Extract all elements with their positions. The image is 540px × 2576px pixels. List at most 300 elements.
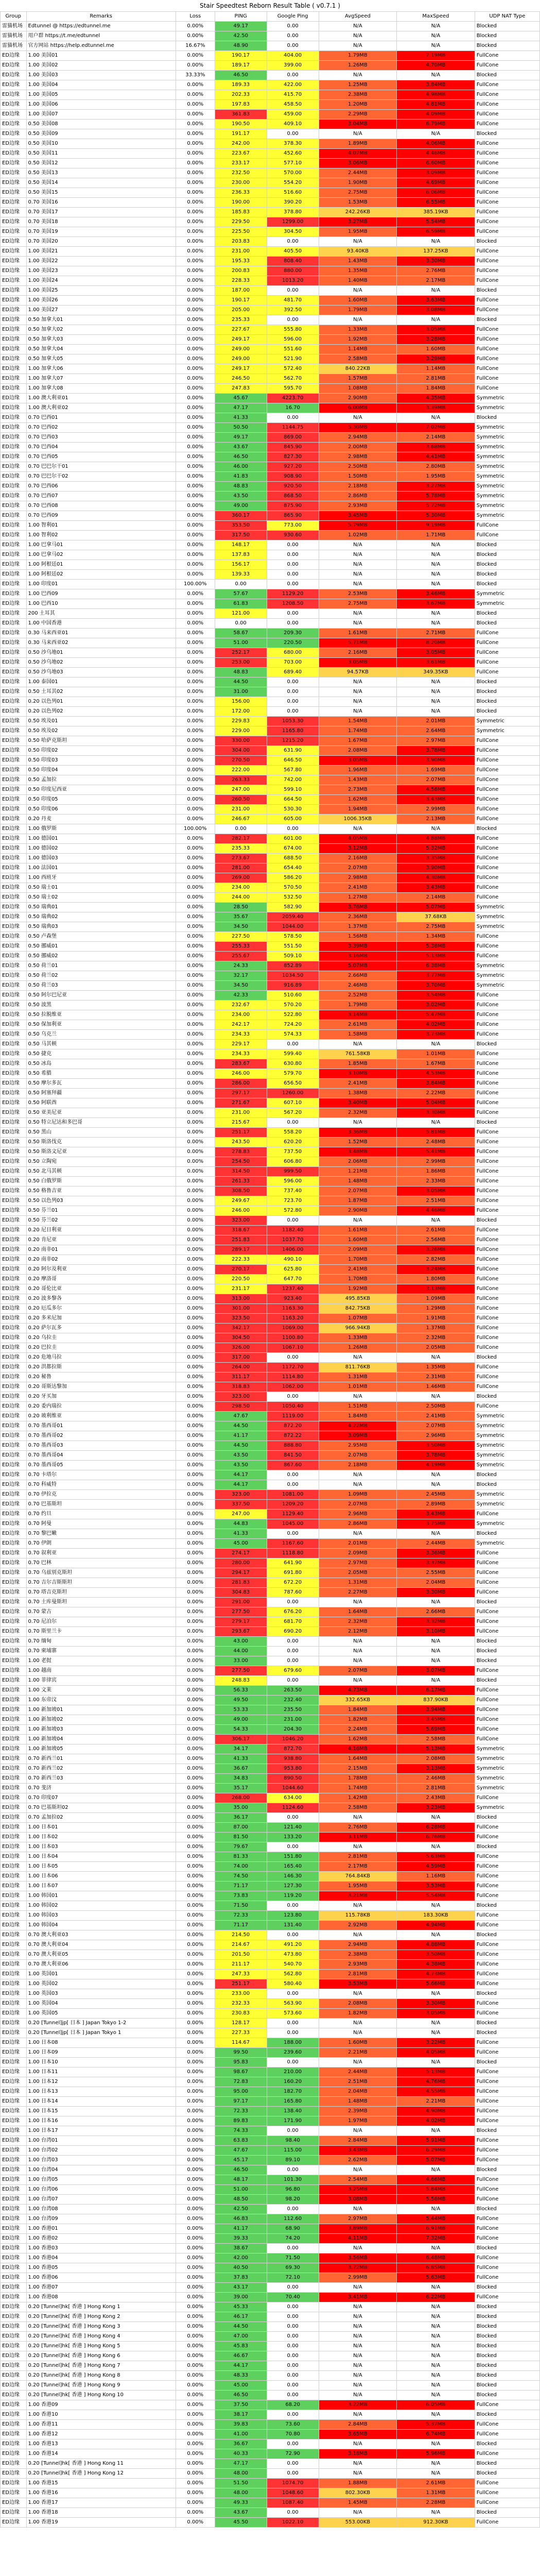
cell-max-speed: N/A: [397, 1353, 475, 1363]
cell-remarks: 0.70 巴西07: [26, 492, 176, 501]
cell-loss: 0.00%: [176, 492, 215, 501]
cell-remarks: 1.00 日本14: [26, 2097, 176, 2107]
table-row: [1, 51, 540, 61]
table-row: [1, 1930, 540, 1940]
cell-nat-type: FullCone: [475, 1823, 539, 1833]
cell-nat-type: Blocked: [475, 237, 539, 247]
cell-loss: 0.00%: [176, 2410, 215, 2420]
cell-nat-type: Blocked: [475, 1392, 539, 1402]
table-row: [1, 981, 540, 991]
cell-ping: 43.00: [215, 1637, 267, 1647]
cell-nat-type: FullCone: [475, 1235, 539, 1245]
cell-max-speed: 6.29MB: [397, 2146, 475, 2156]
cell-nat-type: Blocked: [475, 1647, 539, 1656]
cell-remarks: 0.70 巴西06: [26, 482, 176, 492]
cell-group: ED边缘: [1, 1598, 27, 1607]
table-row: [1, 1999, 540, 2009]
table-row: [1, 1382, 540, 1392]
cell-group: ED边缘: [1, 2332, 27, 2342]
table-row: [1, 2302, 540, 2312]
cell-nat-type: Blocked: [475, 824, 539, 834]
cell-loss: 0.00%: [176, 1206, 215, 1216]
cell-max-speed: 3.73MB: [397, 1030, 475, 1040]
table-row: [1, 501, 540, 511]
cell-max-speed: 4.35MB: [397, 394, 475, 403]
cell-max-speed: 3.13MB: [397, 1764, 475, 1774]
cell-avg-speed: N/A: [319, 2205, 397, 2214]
cell-ping: 34.50: [215, 981, 267, 991]
cell-google-ping: 676.20: [267, 1607, 319, 1617]
cell-google-ping: 2059.40: [267, 912, 319, 922]
table-row: [1, 2234, 540, 2244]
cell-group: ED边缘: [1, 1921, 27, 1930]
cell-avg-speed: 2.54MB: [319, 2175, 397, 2185]
cell-ping: 203.83: [215, 237, 267, 247]
cell-avg-speed: 1.20MB: [319, 100, 397, 110]
cell-google-ping: 390.20: [267, 198, 319, 208]
cell-group: ED边缘: [1, 129, 27, 139]
cell-max-speed: 3.84MB: [397, 80, 475, 90]
cell-google-ping: 0.00: [267, 1470, 319, 1480]
cell-remarks: 0.50 挪威02: [26, 952, 176, 961]
cell-ping: 227.67: [215, 325, 267, 335]
cell-group: ED边缘: [1, 2469, 27, 2479]
cell-max-speed: 7.19MB: [397, 51, 475, 61]
cell-loss: 0.00%: [176, 1167, 215, 1177]
table-row: [1, 638, 540, 648]
cell-ping: 249.00: [215, 345, 267, 354]
cell-nat-type: Symmetric: [475, 452, 539, 462]
cell-google-ping: 392.50: [267, 306, 319, 315]
cell-avg-speed: 1.54MB: [319, 717, 397, 726]
cell-nat-type: FullCone: [475, 805, 539, 815]
cell-nat-type: FullCone: [475, 1833, 539, 1842]
cell-nat-type: FullCone: [475, 1079, 539, 1089]
cell-loss: 0.00%: [176, 1059, 215, 1069]
table-row: [1, 2351, 540, 2361]
cell-nat-type: FullCone: [475, 306, 539, 315]
cell-nat-type: FullCone: [475, 834, 539, 844]
cell-ping: 246.00: [215, 1206, 267, 1216]
cell-remarks: 0.50 阿联酋: [26, 1098, 176, 1108]
table-row: [1, 266, 540, 276]
cell-nat-type: Blocked: [475, 2312, 539, 2322]
cell-loss: 0.00%: [176, 1314, 215, 1324]
cell-google-ping: 742.00: [267, 775, 319, 785]
cell-google-ping: 596.00: [267, 1177, 319, 1187]
cell-loss: 0.00%: [176, 707, 215, 717]
cell-avg-speed: 1.35MB: [319, 266, 397, 276]
cell-google-ping: 1037.70: [267, 1235, 319, 1245]
cell-remarks: 0.20 巴拉圭: [26, 1343, 176, 1353]
cell-remarks: 1.00 日本05: [26, 1862, 176, 1872]
cell-remarks: 0.50 马其顿: [26, 1040, 176, 1049]
cell-remarks: 1.00 阿根廷01: [26, 560, 176, 570]
cell-avg-speed: 2.32MB: [319, 1108, 397, 1118]
cell-remarks: 0.70 黎巴嫩: [26, 1529, 176, 1539]
cell-loss: 0.00%: [176, 1686, 215, 1696]
cell-ping: 156.00: [215, 697, 267, 707]
cell-ping: 244.00: [215, 893, 267, 903]
cell-max-speed: 4.88MB: [397, 834, 475, 844]
cell-max-speed: 3.90MB: [397, 863, 475, 873]
cell-remarks: 0.50 加拿大01: [26, 315, 176, 325]
cell-nat-type: FullCone: [475, 384, 539, 394]
table-row: [1, 1989, 540, 1999]
cell-remarks: 0.30 马来西亚01: [26, 629, 176, 638]
cell-google-ping: 558.20: [267, 1128, 319, 1138]
cell-nat-type: FullCone: [475, 1607, 539, 1617]
cell-google-ping: 0.00: [267, 2312, 319, 2322]
cell-max-speed: 2.07MB: [397, 1421, 475, 1431]
table-row: [1, 521, 540, 531]
cell-group: ED边缘: [1, 462, 27, 472]
cell-nat-type: FullCone: [475, 1196, 539, 1206]
cell-google-ping: 596.00: [267, 335, 319, 345]
cell-avg-speed: 2.94MB: [319, 1940, 397, 1950]
cell-remarks: 0.20 [Tunnel]hk[ 香港 ] Hong Kong 1: [26, 2302, 176, 2312]
cell-avg-speed: 2.99MB: [319, 2273, 397, 2283]
header-row: [1, 12, 540, 22]
cell-nat-type: Blocked: [475, 2342, 539, 2351]
cell-remarks: 0.50 斯洛伐克: [26, 1138, 176, 1147]
cell-ping: 49.17: [215, 433, 267, 443]
cell-loss: 0.00%: [176, 1588, 215, 1598]
cell-ping: 41.00: [215, 2430, 267, 2439]
cell-avg-speed: 2.08MB: [319, 746, 397, 756]
cell-group: ED边缘: [1, 492, 27, 501]
cell-group: ED边缘: [1, 1911, 27, 1921]
cell-max-speed: N/A: [397, 2439, 475, 2449]
cell-remarks: 1.00 香港19: [26, 2518, 176, 2528]
table-row: [1, 315, 540, 325]
cell-remarks: 1.00 香港08: [26, 2293, 176, 2302]
cell-loss: 0.00%: [176, 501, 215, 511]
cell-nat-type: FullCone: [475, 775, 539, 785]
cell-avg-speed: N/A: [319, 1392, 397, 1402]
cell-avg-speed: N/A: [319, 2351, 397, 2361]
table-row: [1, 1568, 540, 1578]
cell-max-speed: N/A: [397, 2244, 475, 2253]
cell-nat-type: Blocked: [475, 1637, 539, 1647]
cell-group: ED边缘: [1, 1833, 27, 1842]
cell-max-speed: N/A: [397, 413, 475, 423]
cell-nat-type: FullCone: [475, 1363, 539, 1372]
cell-loss: 0.00%: [176, 1901, 215, 1911]
cell-ping: 74.00: [215, 1862, 267, 1872]
cell-google-ping: 0.00: [267, 2391, 319, 2400]
table-row: [1, 1960, 540, 1970]
cell-avg-speed: 1.95MB: [319, 227, 397, 237]
cell-loss: 0.00%: [176, 1157, 215, 1167]
cell-group: ED边缘: [1, 1010, 27, 1020]
cell-google-ping: 646.50: [267, 756, 319, 766]
cell-google-ping: 210.00: [267, 2067, 319, 2077]
table-row: [1, 345, 540, 354]
cell-loss: 0.00%: [176, 306, 215, 315]
cell-ping: 47.17: [215, 403, 267, 413]
cell-nat-type: FullCone: [475, 1686, 539, 1696]
cell-ping: 317.00: [215, 1353, 267, 1363]
cell-remarks: 0.70 美国20: [26, 237, 176, 247]
table-row: [1, 873, 540, 883]
table-row: [1, 952, 540, 961]
cell-ping: 45.83: [215, 2342, 267, 2351]
cell-remarks: 0.70 巴西09: [26, 511, 176, 521]
cell-remarks: 1.00 老挝: [26, 1656, 176, 1666]
cell-nat-type: FullCone: [475, 1147, 539, 1157]
cell-loss: 0.00%: [176, 1705, 215, 1715]
cell-max-speed: 3.27MB: [397, 482, 475, 492]
cell-avg-speed: 1.40MB: [319, 276, 397, 286]
cell-nat-type: Blocked: [475, 2302, 539, 2312]
cell-google-ping: 0.00: [267, 2283, 319, 2293]
cell-ping: 42.00: [215, 2253, 267, 2263]
cell-google-ping: 160.20: [267, 2077, 319, 2087]
cell-remarks: 0.70 新西兰01: [26, 1754, 176, 1764]
cell-nat-type: Symmetric: [475, 1754, 539, 1764]
cell-max-speed: N/A: [397, 41, 475, 51]
cell-max-speed: 3.43MB: [397, 795, 475, 805]
cell-loss: 0.00%: [176, 2302, 215, 2312]
cell-group: ED边缘: [1, 315, 27, 325]
cell-avg-speed: 1.64MB: [319, 1754, 397, 1764]
cell-loss: 0.00%: [176, 629, 215, 638]
cell-group: 雷猫机场: [1, 41, 27, 51]
cell-google-ping: 703.00: [267, 658, 319, 668]
cell-nat-type: Blocked: [475, 2126, 539, 2136]
table-row: [1, 1402, 540, 1412]
cell-avg-speed: 2.09MB: [319, 1245, 397, 1255]
cell-group: ED边缘: [1, 149, 27, 159]
cell-max-speed: 4.66MB: [397, 2175, 475, 2185]
cell-avg-speed: 840.22KB: [319, 364, 397, 374]
table-row: [1, 863, 540, 873]
cell-max-speed: N/A: [397, 1930, 475, 1940]
cell-ping: 74.50: [215, 1872, 267, 1882]
cell-google-ping: 0.00: [267, 2019, 319, 2028]
cell-avg-speed: N/A: [319, 609, 397, 619]
cell-group: ED边缘: [1, 413, 27, 423]
cell-remarks: 0.50 希腊: [26, 1069, 176, 1079]
cell-nat-type: FullCone: [475, 1735, 539, 1744]
table-row: [1, 844, 540, 854]
cell-remarks: 0.50 瑞典02: [26, 912, 176, 922]
cell-group: ED边缘: [1, 824, 27, 834]
cell-max-speed: 3.23MB: [397, 1803, 475, 1813]
table-row: [1, 2293, 540, 2302]
cell-remarks: 0.50 荷兰01: [26, 961, 176, 971]
cell-avg-speed: 1.38MB: [319, 1089, 397, 1098]
cell-google-ping: 1165.80: [267, 726, 319, 736]
cell-ping: 185.83: [215, 208, 267, 217]
cell-max-speed: 2.71MB: [397, 629, 475, 638]
cell-remarks: 1.00 美国03: [26, 71, 176, 80]
cell-group: ED边缘: [1, 2234, 27, 2244]
table-row: [1, 1578, 540, 1588]
cell-remarks: 0.50 冰岛: [26, 1059, 176, 1069]
cell-ping: 337.50: [215, 1500, 267, 1510]
cell-max-speed: 4.05MB: [397, 2048, 475, 2058]
cell-loss: 0.00%: [176, 2351, 215, 2361]
cell-ping: 249.67: [215, 1196, 267, 1206]
cell-loss: 0.00%: [176, 120, 215, 129]
cell-avg-speed: N/A: [319, 31, 397, 41]
cell-ping: 289.17: [215, 1245, 267, 1255]
cell-remarks: 1.00 法国01: [26, 863, 176, 873]
cell-group: ED边缘: [1, 2205, 27, 2214]
cell-nat-type: FullCone: [475, 1852, 539, 1862]
cell-remarks: 1.00 巴西10: [26, 599, 176, 609]
cell-nat-type: FullCone: [475, 2273, 539, 2283]
cell-avg-speed: 2.12MB: [319, 1627, 397, 1637]
cell-google-ping: 664.50: [267, 795, 319, 805]
table-row: [1, 2087, 540, 2097]
cell-avg-speed: N/A: [319, 697, 397, 707]
cell-remarks: 0.50 芬兰01: [26, 1206, 176, 1216]
cell-avg-speed: N/A: [319, 619, 397, 629]
cell-nat-type: FullCone: [475, 1333, 539, 1343]
cell-loss: 0.00%: [176, 1275, 215, 1284]
cell-ping: 189.17: [215, 61, 267, 71]
table-row: [1, 1441, 540, 1451]
cell-avg-speed: 2.86MB: [319, 492, 397, 501]
cell-google-ping: 0.00: [267, 2332, 319, 2342]
table-row: [1, 1255, 540, 1265]
cell-group: ED边缘: [1, 354, 27, 364]
cell-ping: 301.00: [215, 1304, 267, 1314]
cell-max-speed: 3.78MB: [397, 746, 475, 756]
cell-max-speed: 5.38MB: [397, 942, 475, 952]
cell-nat-type: FullCone: [475, 883, 539, 893]
cell-loss: 0.00%: [176, 1001, 215, 1010]
table-row: [1, 354, 540, 364]
cell-max-speed: 3.43MB: [397, 883, 475, 893]
cell-ping: 57.67: [215, 589, 267, 599]
cell-avg-speed: N/A: [319, 2410, 397, 2420]
cell-loss: 0.00%: [176, 1412, 215, 1421]
cell-ping: 47.67: [215, 1412, 267, 1421]
table-row: [1, 2488, 540, 2498]
cell-max-speed: 4.02MB: [397, 2116, 475, 2126]
cell-google-ping: 1044.60: [267, 1784, 319, 1793]
cell-group: ED边缘: [1, 580, 27, 589]
table-row: [1, 677, 540, 687]
cell-avg-speed: N/A: [319, 1529, 397, 1539]
cell-remarks: 0.20 委内瑞拉: [26, 1402, 176, 1412]
cell-group: ED边缘: [1, 1901, 27, 1911]
cell-google-ping: 574.33: [267, 1030, 319, 1040]
cell-nat-type: FullCone: [475, 2156, 539, 2165]
cell-loss: 0.00%: [176, 658, 215, 668]
table-row: [1, 1030, 540, 1040]
cell-loss: 0.00%: [176, 854, 215, 863]
cell-avg-speed: N/A: [319, 824, 397, 834]
cell-group: ED边缘: [1, 2479, 27, 2488]
table-row: [1, 560, 540, 570]
cell-avg-speed: 1.26MB: [319, 1343, 397, 1353]
table-row: [1, 2009, 540, 2019]
cell-google-ping: 647.70: [267, 1275, 319, 1284]
table-row: [1, 1519, 540, 1529]
cell-ping: 61.83: [215, 599, 267, 609]
cell-google-ping: 865.90: [267, 511, 319, 521]
cell-nat-type: Blocked: [475, 286, 539, 296]
cell-group: ED边缘: [1, 1431, 27, 1441]
cell-loss: 0.00%: [176, 1666, 215, 1676]
cell-loss: 0.00%: [176, 2342, 215, 2351]
table-row: [1, 883, 540, 893]
table-row: [1, 1833, 540, 1842]
cell-group: ED边缘: [1, 345, 27, 354]
cell-nat-type: FullCone: [475, 1314, 539, 1324]
cell-remarks: 0.50 孟加拉: [26, 775, 176, 785]
cell-group: ED边缘: [1, 61, 27, 71]
cell-remarks: 0.50 印度02: [26, 746, 176, 756]
cell-ping: 247.00: [215, 785, 267, 795]
table-row: [1, 1177, 540, 1187]
cell-nat-type: FullCone: [475, 139, 539, 149]
cell-nat-type: FullCone: [475, 1950, 539, 1960]
cell-avg-speed: 5.30MB: [319, 423, 397, 433]
cell-group: ED边缘: [1, 805, 27, 815]
cell-group: ED边缘: [1, 2312, 27, 2322]
cell-avg-speed: 2.90MB: [319, 394, 397, 403]
cell-google-ping: 1144.75: [267, 423, 319, 433]
cell-group: ED边缘: [1, 687, 27, 697]
cell-avg-speed: 2.92MB: [319, 1921, 397, 1930]
cell-remarks: 0.70 墨西哥05: [26, 1461, 176, 1470]
cell-ping: 81.50: [215, 1833, 267, 1842]
cell-max-speed: 6.17MB: [397, 1686, 475, 1696]
cell-nat-type: FullCone: [475, 942, 539, 952]
cell-google-ping: 0.00: [267, 560, 319, 570]
cell-avg-speed: 3.36MB: [319, 1128, 397, 1138]
cell-loss: 0.00%: [176, 1519, 215, 1529]
cell-avg-speed: 3.06MB: [319, 159, 397, 168]
cell-avg-speed: N/A: [319, 1040, 397, 1049]
cell-avg-speed: 2.41MB: [319, 1079, 397, 1089]
cell-loss: 0.00%: [176, 413, 215, 423]
table-row: [1, 423, 540, 433]
cell-google-ping: 0.00: [267, 570, 319, 580]
table-row: [1, 1275, 540, 1284]
cell-ping: 234.00: [215, 883, 267, 893]
table-row: [1, 159, 540, 168]
cell-ping: 277.50: [215, 1666, 267, 1676]
cell-remarks: 0.70 土库曼斯坦: [26, 1598, 176, 1607]
cell-remarks: 0.20 [Tunnel]hk[ 香港 ] Hong Kong 3: [26, 2322, 176, 2332]
cell-max-speed: 2.14MB: [397, 433, 475, 443]
cell-max-speed: 5.63MB: [397, 1852, 475, 1862]
cell-group: ED边缘: [1, 893, 27, 903]
cell-nat-type: FullCone: [475, 1911, 539, 1921]
cell-loss: 0.00%: [176, 2361, 215, 2371]
cell-group: ED边缘: [1, 335, 27, 345]
cell-nat-type: FullCone: [475, 217, 539, 227]
cell-avg-speed: 1.84MB: [319, 1412, 397, 1421]
cell-google-ping: 953.80: [267, 1764, 319, 1774]
cell-max-speed: N/A: [397, 315, 475, 325]
cell-ping: 38.67: [215, 2244, 267, 2253]
cell-loss: 0.00%: [176, 2459, 215, 2469]
cell-avg-speed: 2.09MB: [319, 1549, 397, 1558]
cell-avg-speed: N/A: [319, 2244, 397, 2253]
cell-group: ED边缘: [1, 110, 27, 120]
cell-group: ED边缘: [1, 2253, 27, 2263]
table-row: [1, 325, 540, 335]
table-row: [1, 1324, 540, 1333]
